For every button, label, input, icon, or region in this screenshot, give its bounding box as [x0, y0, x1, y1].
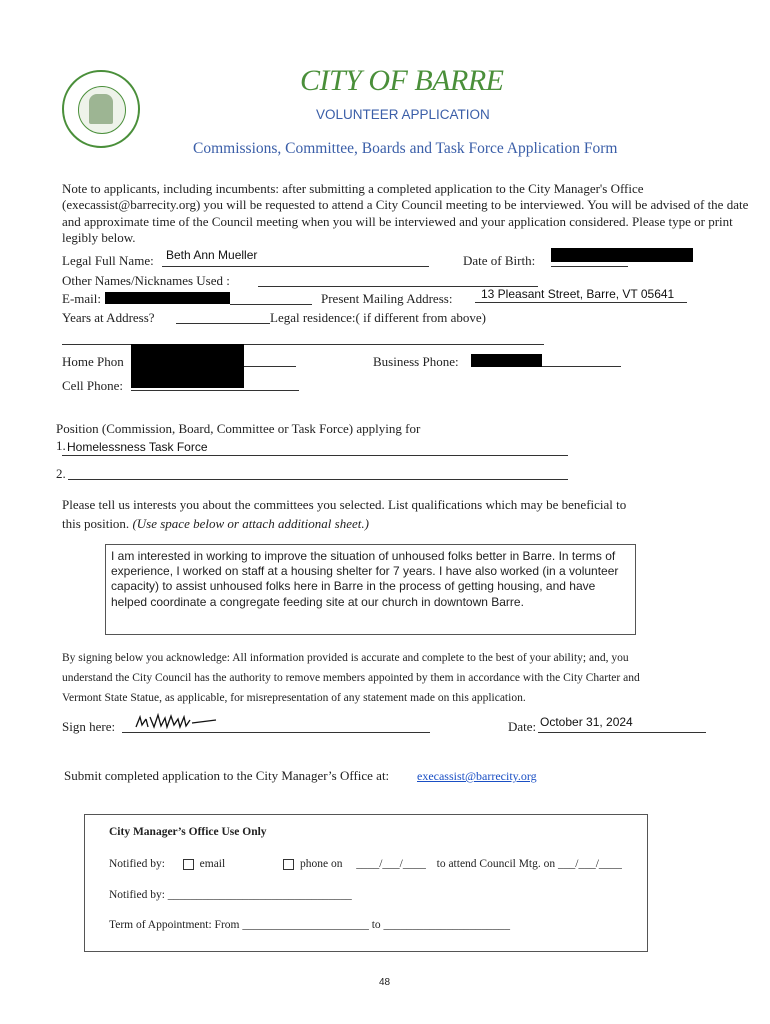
business-phone-label: Business Phone:: [373, 354, 459, 369]
office-title: City Manager’s Office Use Only: [109, 826, 267, 838]
office-phone-row: [283, 858, 622, 870]
dob-label: Date of Birth:: [463, 253, 536, 268]
office-notified-by-2: Notified by: ________________________________: [109, 889, 352, 901]
home-phone-redaction: [131, 344, 244, 388]
mailing-address-value[interactable]: 13 Pleasant Street, Barre, VT 05641: [481, 287, 675, 301]
page-number: 48: [379, 977, 391, 988]
office-council-date-blank: ___/___/____: [558, 858, 622, 870]
legal-name-value[interactable]: Beth Ann Mueller: [166, 248, 258, 262]
date-value[interactable]: October 31, 2024: [540, 715, 633, 729]
office-phone-option: phone on: [300, 858, 343, 870]
dob-redaction: [551, 248, 693, 262]
legal-name-label: Legal Full Name:: [62, 253, 154, 268]
business-phone-redaction: [471, 354, 542, 367]
email-label: E-mail:: [62, 291, 101, 306]
submit-text: Submit completed application to the City Manager’s Office at:: [64, 768, 390, 783]
phone-checkbox[interactable]: [283, 859, 294, 870]
position-item-2-number: 2.: [56, 466, 66, 481]
email-checkbox[interactable]: [183, 859, 194, 870]
office-phone-date-blank: ____/___/____: [356, 858, 426, 870]
sign-label: Sign here:: [62, 719, 116, 734]
other-names-label: Other Names/Nicknames Used :: [62, 273, 230, 288]
office-use-box: [84, 814, 648, 952]
interests-answer-box[interactable]: I am interested in working to improve the situation of unhoused folks better in Barre. In terms of experience, I worked on staff at a housing shelter for 7 years. I have also worked (in a volunteer capacity) to assist unhoused folks here in Barre in the process of getting housing, and have helped coordinate a congregate feeding site at our church in downtown Barre.: [105, 544, 636, 635]
ack-line-3: Vermont State Statue, as applicable, for misrepresentation of any statement made on this application.: [62, 692, 526, 704]
cell-phone-label: Cell Phone:: [62, 378, 124, 393]
office-council-text: to attend Council Mtg. on: [436, 858, 556, 870]
position-label: Position (Commission, Board, Committee or Task Force) applying for: [56, 421, 421, 436]
submit-email-link[interactable]: execassist@barrecity.org: [417, 769, 537, 783]
email-redaction: [105, 292, 230, 304]
city-title: CITY OF BARRE: [300, 64, 504, 97]
position-item-1-number: 1.: [56, 438, 66, 453]
form-title: Commissions, Committee, Boards and Task Force Application Form: [193, 140, 618, 157]
applicant-note: Note to applicants, including incumbents: after submitting a completed application to the City Manager's Office (execassist@barrecity.org) you will be requested to attend a City Council meeting to be interviewed. You will be advised of the date and approximate time of the Council meeting when you will be interviewed and your application considered. Please type or print legibly below.: [62, 181, 749, 246]
home-phone-label: Home Phon: [62, 354, 124, 369]
interests-prompt-plain: this position.: [62, 516, 130, 531]
handwritten-signature: [132, 711, 222, 733]
interests-prompt-line2: [62, 516, 369, 532]
mailing-address-label: Present Mailing Address:: [321, 291, 453, 306]
interests-prompt: Please tell us interests you about the committees you selected. List qualifications which may be beneficial to: [62, 497, 627, 512]
office-notified-label: Notified by:: [109, 858, 165, 870]
legal-residence-label: Legal residence:( if different from above): [270, 310, 486, 325]
years-at-address-label: Years at Address?: [62, 310, 155, 325]
city-seal-logo: [62, 70, 140, 148]
date-label: Date:: [508, 719, 537, 734]
office-notified-row: [109, 858, 225, 870]
form-subtitle: VOLUNTEER APPLICATION: [316, 107, 490, 122]
office-email-option: email: [199, 858, 226, 870]
ack-line-2: understand the City Council has the authority to remove members appointed by them in accordance with the City Charter and: [62, 672, 640, 684]
office-term: Term of Appointment: From ______________________ to ______________________: [109, 919, 511, 931]
interests-prompt-italic: (Use space below or attach additional sheet.): [132, 516, 369, 531]
ack-line-1: By signing below you acknowledge: All information provided is accurate and complete to the best of your ability; and, you: [62, 652, 629, 664]
position-item-1-value[interactable]: Homelessness Task Force: [67, 440, 208, 454]
